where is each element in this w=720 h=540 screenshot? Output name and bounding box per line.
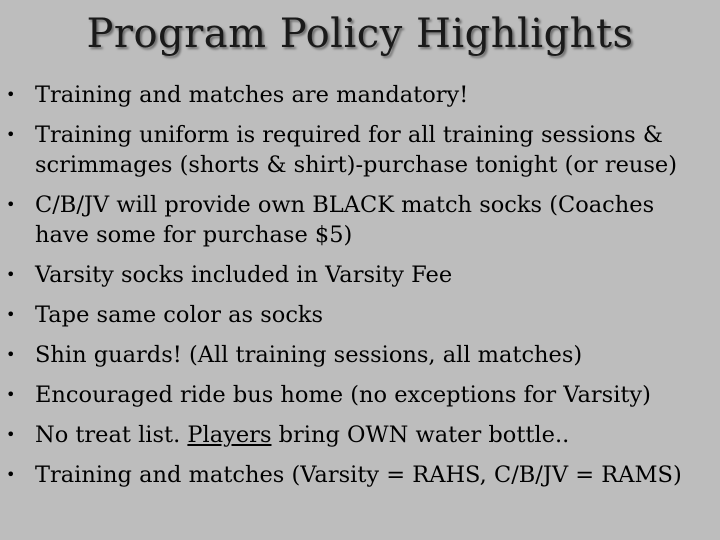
bullet-item-4: [0, 260, 720, 290]
bullet-list: [0, 80, 720, 500]
bullet-text: Varsity socks included in Varsity Fee: [35, 262, 453, 288]
bullet-item-5: [0, 300, 720, 330]
bullet-dot: •: [6, 125, 16, 144]
bullet-dot: •: [6, 265, 16, 284]
bullet-dot: •: [6, 195, 16, 214]
bullet-text: Encouraged ride bus home (no exceptions for Varsity): [35, 382, 651, 408]
bullet-text: C/B/JV will provide own BLACK match socks (Coaches: [35, 192, 655, 218]
bullet-text: [35, 420, 716, 450]
slide-title: Program Policy Highlights: [86, 11, 634, 57]
bullet-text-continued: have some for purchase $5): [35, 222, 353, 248]
bullet-text: Tape same color as socks: [35, 302, 324, 328]
bullet-item-3: [0, 190, 720, 250]
bullet-dot: •: [6, 305, 16, 324]
bullet-text: Training and matches (Varsity = RAHS, C/B/JV = RAMS): [35, 462, 682, 488]
bullet-text: Training and matches are mandatory!: [35, 82, 469, 108]
bullet-item-1: [0, 80, 720, 110]
bullet-item-9: [0, 460, 720, 490]
bullet-item-7: [0, 380, 720, 410]
bullet-text: Training uniform is required for all training sessions &: [35, 122, 663, 148]
underlined-word: Players: [187, 422, 272, 448]
bullet-text-part: bring OWN water bottle..: [271, 422, 570, 448]
bullet-dot: •: [6, 425, 16, 444]
bullet-dot: •: [6, 345, 16, 364]
bullet-dot: •: [6, 465, 16, 484]
bullet-item-8: [0, 420, 720, 450]
bullet-item-6: [0, 340, 720, 370]
bullet-text-part: No treat list.: [35, 422, 188, 448]
bullet-item-2: [0, 120, 720, 180]
bullet-text-continued: scrimmages (shorts & shirt)-purchase tonight (or reuse): [35, 152, 678, 178]
bullet-dot: •: [6, 85, 16, 104]
bullet-dot: •: [6, 385, 16, 404]
bullet-text: Shin guards! (All training sessions, all matches): [35, 342, 583, 368]
